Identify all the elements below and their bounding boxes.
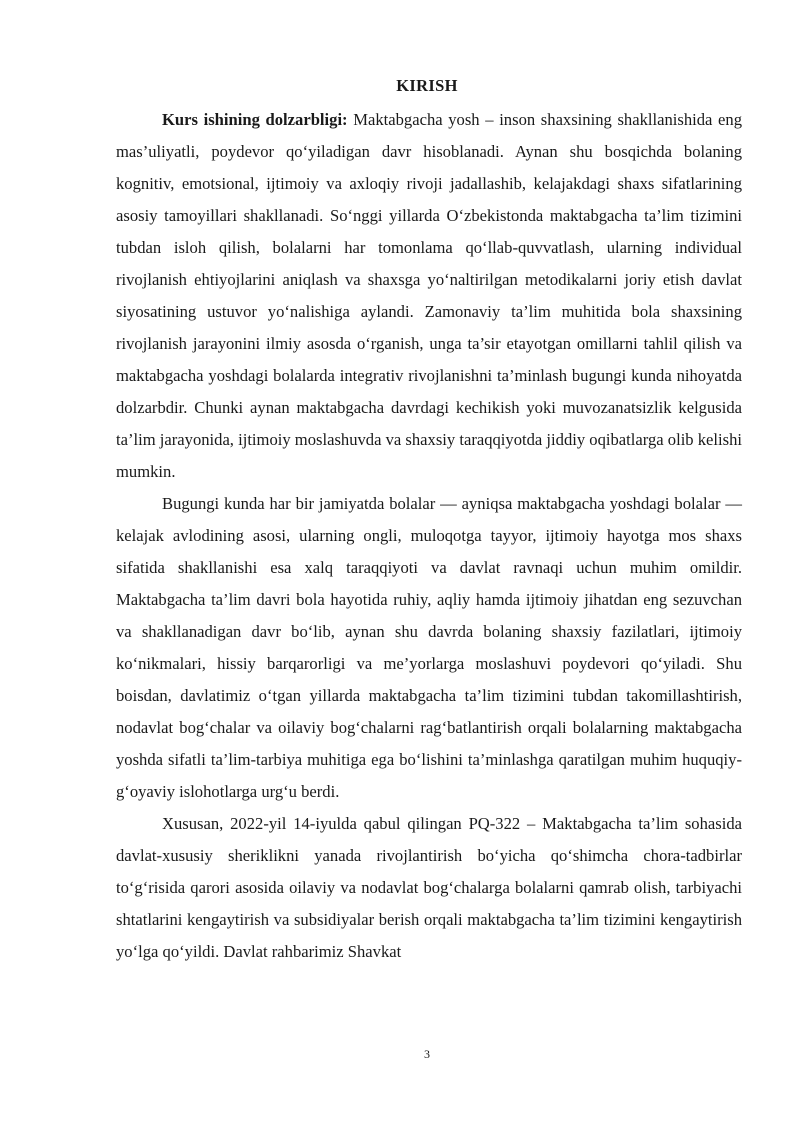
paragraph-lead: Kurs ishining dolzarbligi: [162, 110, 348, 129]
paragraph-text: Maktabgacha yosh – inson shaxsining shakllanishida eng mas’uliyatli, poydevor qo‘yiladigan davr hisoblanadi. Aynan shu bosqichda bolaning kognitiv, emotsional, ijtimoiy va axloqiy rivoji jadallashib, kelajakdagi shaxs sifatlarining asosiy tamoyillari shakllanadi. So‘nggi yillarda O‘zbekistonda maktabgacha ta’lim tizimini tubdan isloh qilish, bolalarni har tomonlama qo‘llab-quvvatlash, ularning individual rivojlanish ehtiyojlarini aniqlash va shaxsga yo‘naltirilgan metodikalarni joriy etish davlat siyosatining ustuvor yo‘nalishiga aylandi. Zamonaviy ta’lim muhitida bola shaxsining rivojlanish jarayonini ilmiy asosda o‘rganish, unga ta’sir etayotgan omillarni tahlil qilish va maktabgacha yoshdagi bolalarda integrativ rivojlanishni ta’minlash bugungi kunda nihoyatda dolzarbdir. Chunki aynan maktabgacha davrdagi kechikish yoki muvozanatsizlik kelgusida ta’lim jarayonida, ijtimoiy moslashuvda va shaxsiy taraqqiyotda jiddiy oqibatlarga olib kelishi mumkin. [116, 110, 742, 481]
body-text [116, 104, 742, 968]
paragraph-3: Xususan, 2022-yil 14-iyulda qabul qilingan PQ-322 – Maktabgacha ta’lim sohasida davlat-xususiy sheriklikni yanada rivojlantirish bo‘yicha qo‘shimcha chora-tadbirlar to‘g‘risida qarori asosida oilaviy va nodavlat bog‘chalarga bolalarni qamrab olish, tarbiyachi shtatlarini kengaytirish va subsidiyalar berish orqali maktabgacha ta’lim tizimini kengaytirish yo‘lga qo‘yildi. Davlat rahbarimiz Shavkat [116, 814, 742, 961]
page-title: KIRISH [396, 76, 458, 95]
paragraph-1 [116, 104, 742, 488]
page-number: 3 [424, 1047, 430, 1061]
paragraph-2: Bugungi kunda har bir jamiyatda bolalar — ayniqsa maktabgacha yoshdagi bolalar — kelajak avlodining asosi, ularning ongli, muloqotga tayyor, ijtimoiy hayotga mos shaxs sifatida shakllanishi esa xalq taraqqiyoti va davlat ravnaqi uchun muhim omildir. Maktabgacha ta’lim davri bola hayotida ruhiy, aqliy hamda ijtimoiy jihatdan eng sezuvchan va shakllanadigan davr bo‘lib, aynan shu davrda bolaning shaxsiy fazilatlari, ijtimoiy ko‘nikmalari, hissiy barqarorligi va me’yorlarga moslashuvi poydevori qo‘yiladi. Shu boisdan, davlatimiz o‘tgan yillarda maktabgacha ta’lim tizimini tubdan takomillashtirish, nodavlat bog‘chalar va oilaviy bog‘chalarni rag‘batlantirish orqali bolalarning maktabgacha yoshda sifatli ta’lim-tarbiya muhitiga ega bo‘lishini ta’minlashga qaratilgan muhim huquqiy-g‘oyaviy islohotlarga urg‘u berdi. [116, 494, 742, 801]
